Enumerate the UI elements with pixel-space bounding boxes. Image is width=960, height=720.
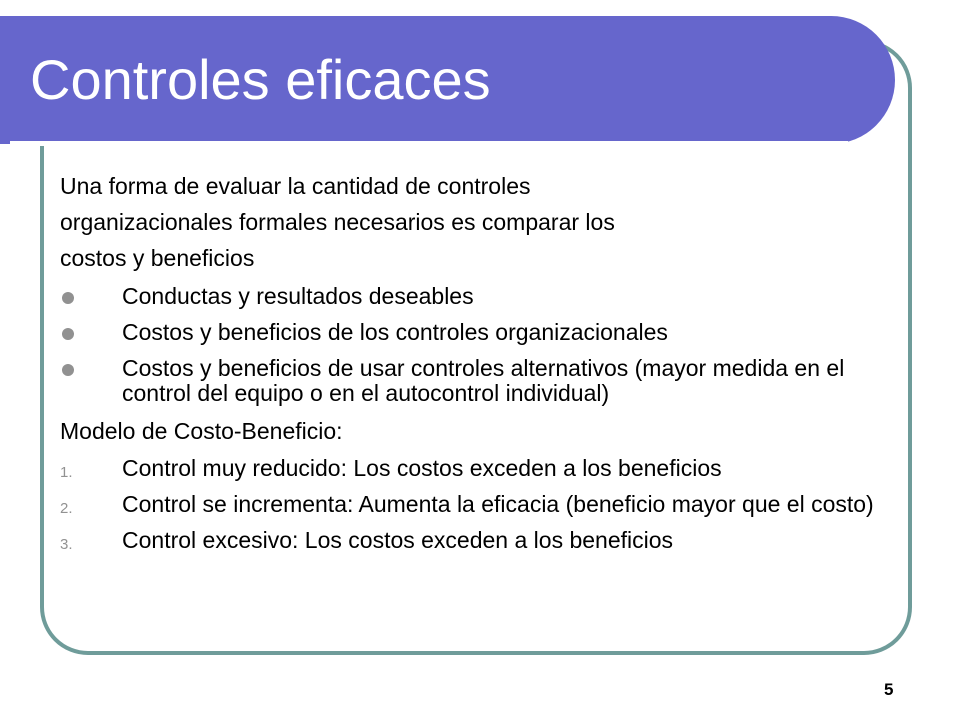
item-text: Control se incrementa: Aumenta la eficacia (beneficio mayor que el costo) — [122, 491, 874, 517]
bullet-icon — [62, 292, 74, 304]
numbered-item — [60, 456, 912, 481]
item-number: 3. — [60, 536, 73, 553]
bullet-text: Costos y beneficios de los controles organizacionales — [122, 319, 668, 345]
item-text: Control excesivo: Los costos exceden a los beneficios — [122, 527, 674, 553]
bullet-text: Conductas y resultados deseables — [122, 283, 474, 309]
intro-line: costos y beneficios — [60, 245, 255, 271]
slide-content — [60, 172, 912, 553]
bullet-item — [60, 356, 912, 406]
intro-line: Una forma de evaluar la cantidad de controles — [60, 173, 531, 199]
numbered-item — [60, 492, 912, 517]
model-heading: Modelo de Costo-Beneficio: — [60, 418, 343, 444]
bullet-item — [60, 284, 912, 309]
intro-line: organizacionales formales necesarios es comparar los — [60, 209, 615, 235]
title-bar — [0, 16, 895, 144]
bullet-icon — [62, 364, 74, 376]
slide-number: 5 — [884, 680, 894, 699]
title-underline — [10, 141, 848, 146]
bullet-icon — [62, 328, 74, 340]
item-text: Control muy reducido: Los costos exceden a los beneficios — [122, 455, 722, 481]
bullet-item — [60, 320, 912, 345]
slide-title: Controles eficaces — [30, 48, 491, 111]
bullet-text: Costos y beneficios de usar controles alternativos (mayor medida en el control del equipo o en el autocontrol individual) — [122, 355, 845, 406]
item-number: 1. — [60, 464, 73, 481]
item-number: 2. — [60, 500, 73, 517]
numbered-item — [60, 528, 912, 553]
